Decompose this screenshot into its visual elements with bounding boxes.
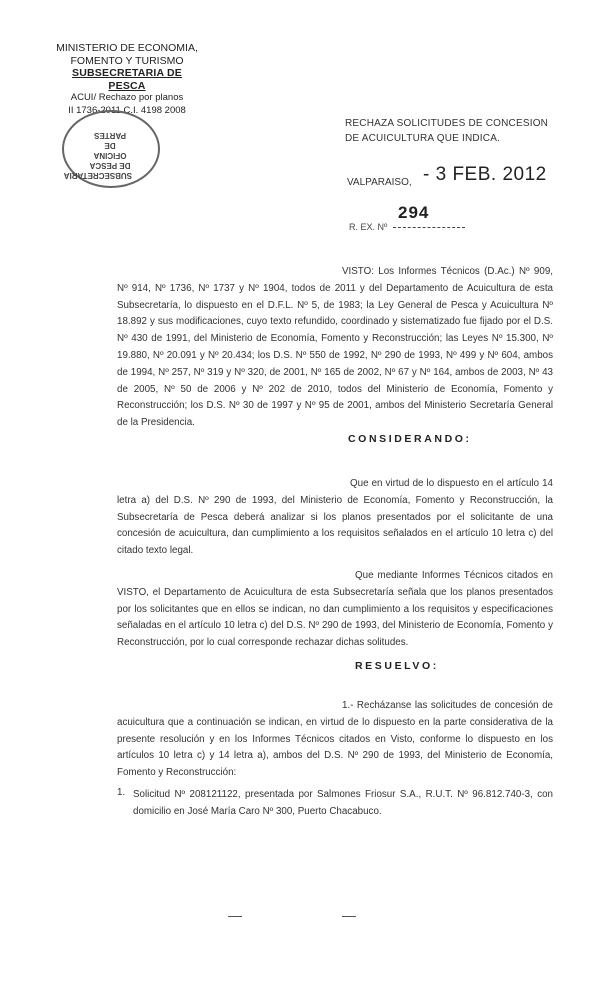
stamp-text: SUBSECRETARIA DE PESCA OFICINA DE PARTES [63,131,132,180]
resolution-underline [393,227,465,228]
subsecretaria-label: SUBSECRETARIA DE PESCA [72,67,182,92]
footer-mark-left [228,916,242,917]
resolution-label: R. EX. Nº [349,222,388,232]
resolution-number: 294 [398,203,430,222]
document-subject: RECHAZA SOLICITUDES DE CONCESION DE ACUICULTURA QUE INDICA. [345,118,549,144]
ministry-line-1: MINISTERIO DE ECONOMIA, [56,42,198,54]
list-item-number: 1. [117,787,126,798]
resuelvo-paragraph-1: 1.- Recházanse las solicitudes de concesión de acuicultura que a continuación se indican, en virtud de lo dispuesto en la parte considerativa de la presente resolución y en los Informes Técnicos citados en Visto, conforme lo dispuesto en los artículos 10 letra c) y 14 letra a), ambos del D.S. Nº 290 de 1993, del Ministerio de Economía, Fomento y Reconstrucción: [117,700,553,779]
visto-paragraph: VISTO: Los Informes Técnicos (D.Ac.) Nº 909, Nº 914, Nº 1736, Nº 1737 y Nº 1904, todos de 2011 y del Departamento de Acuicultura de esta Subsecretaría, lo dispuesto en el D.F.L. Nº 5, de 1983; la Ley General de Pesca y Acuicultura Nº 18.892 y sus modificaciones, cuyo texto refundido, coordinado y sistematizado fue fijado por el D.S. Nº 430 de 1991, del Ministerio de Economía, Fomento y Reconstrucción; las Leyes Nº 15.300, Nº 19.880, Nº 20.091 y Nº 20.434; los D.S. Nº 550 de 1992, Nº 290 de 1993, Nº 499 y Nº 604, ambos de 1994, Nº 257, Nº 319 y Nº 320, de 2001, Nº 165 de 2002, Nº 67 y Nº 164, ambos de 2003, Nº 43 de 2005, Nº 50 de 2006 y Nº 202 de 2010, todos del Ministerio de Economía, Fomento y Reconstrucción; los D.S. Nº 30 de 1997 y Nº 95 de 2001, ambos del Ministerio Secretaría General de la Presidencia. [117,266,553,429]
considerando-paragraph-1: Que en virtud de lo dispuesto en el artículo 14 letra a) del D.S. Nº 290 de 1993, del Ministerio de Economía, Fomento y Reconstrucción, la Subsecretaría de Pesca deberá analizar si los planos presentados por el solicitante de una concesión de acuicultura, dan cumplimiento a los requisitos señalados en el artículo 10 letra c) del citado texto legal. [117,478,553,557]
ministry-header [52,42,202,117]
file-numbers: II 1736-2011 C.I. 4198 2008 [68,104,186,116]
considerando-paragraph-2: Que mediante Informes Técnicos citados en VISTO, el Departamento de Acuicultura de esta Subsecretaría señala que los planos presentados por los solicitantes que en ellos se indican, no dan cumplimiento a los requisitos y especificaciones señaladas en el artículo 10 letra c) del D.S. Nº 290 de 1993, del Ministerio de Economía, Fomento y Reconstrucción, por lo cual corresponde rechazar dichas solitudes. [117,570,553,649]
place-label: VALPARAISO, [347,177,412,188]
footer-mark-right [342,916,356,917]
document-date: - 3 FEB. 2012 [423,164,547,185]
considerando-heading: CONSIDERANDO: [348,433,472,445]
file-reference: ACUI/ Rechazo por planos [70,92,184,103]
list-item: Solicitud Nº 208121122, presentada por Salmones Friosur S.A., R.U.T. Nº 96.812.740-3, con domicilio en José María Caro Nº 300, Puerto Chacabuco. [133,789,553,817]
ministry-line-2: FOMENTO Y TURISMO [70,54,184,67]
office-stamp [62,110,160,188]
resuelvo-heading: RESUELVO: [355,660,439,672]
